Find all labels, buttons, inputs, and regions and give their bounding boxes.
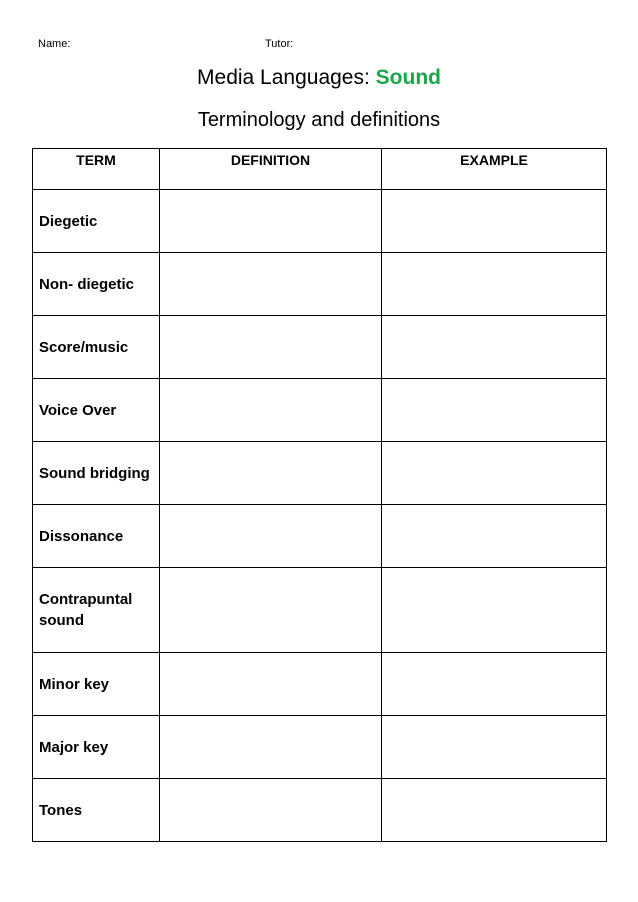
term-cell: Tones (33, 779, 160, 842)
definition-cell[interactable] (160, 442, 382, 505)
title-prefix: Media Languages: (197, 66, 376, 89)
page-title (0, 66, 638, 90)
definition-cell[interactable] (160, 253, 382, 316)
term-cell: Score/music (33, 316, 160, 379)
definition-cell[interactable] (160, 568, 382, 653)
name-label: Name: (38, 38, 71, 50)
term-cell: Sound bridging (33, 442, 160, 505)
table-row (33, 779, 607, 842)
page-subtitle: Terminology and definitions (197, 109, 441, 131)
definition-cell[interactable] (160, 379, 382, 442)
definition-cell[interactable] (160, 316, 382, 379)
definition-cell[interactable] (160, 716, 382, 779)
example-cell[interactable] (382, 442, 607, 505)
terminology-table (32, 148, 607, 842)
table-row (33, 653, 607, 716)
definition-cell[interactable] (160, 779, 382, 842)
term-cell: Diegetic (33, 190, 160, 253)
example-cell[interactable] (382, 779, 607, 842)
example-cell[interactable] (382, 316, 607, 379)
term-cell: Major key (33, 716, 160, 779)
table-row (33, 716, 607, 779)
example-cell[interactable] (382, 379, 607, 442)
title-highlight: Sound (375, 66, 441, 89)
term-cell: Minor key (33, 653, 160, 716)
example-cell[interactable] (382, 568, 607, 653)
table-row (33, 568, 607, 653)
example-cell[interactable] (382, 505, 607, 568)
definition-cell[interactable] (160, 505, 382, 568)
example-cell[interactable] (382, 716, 607, 779)
table-row (33, 190, 607, 253)
table-row (33, 316, 607, 379)
example-cell[interactable] (382, 653, 607, 716)
tutor-label: Tutor: (265, 38, 294, 50)
term-cell: Contrapuntal sound (33, 568, 160, 653)
column-header-term: TERM (33, 149, 160, 190)
term-cell: Voice Over (33, 379, 160, 442)
definition-cell[interactable] (160, 190, 382, 253)
column-header-example: EXAMPLE (382, 149, 607, 190)
table-row (33, 505, 607, 568)
table-header-row (33, 149, 607, 190)
example-cell[interactable] (382, 253, 607, 316)
table-row (33, 442, 607, 505)
table-row (33, 253, 607, 316)
column-header-definition: DEFINITION (160, 149, 382, 190)
term-cell: Non- diegetic (33, 253, 160, 316)
term-cell: Dissonance (33, 505, 160, 568)
example-cell[interactable] (382, 190, 607, 253)
definition-cell[interactable] (160, 653, 382, 716)
table-row (33, 379, 607, 442)
